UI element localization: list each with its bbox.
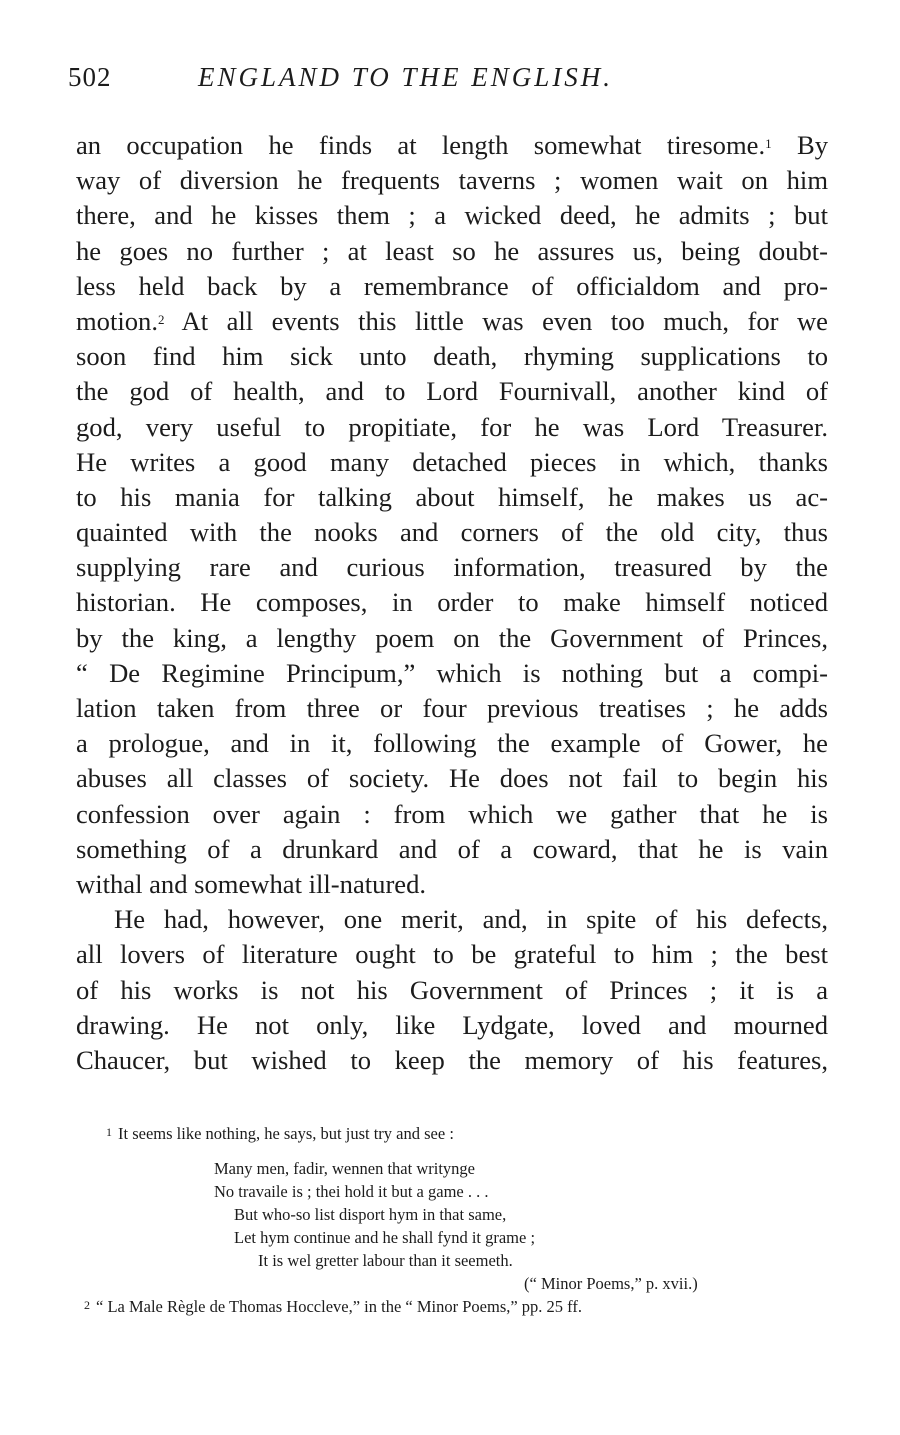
text-line: abuses all classes of society. He does not fail to begin his xyxy=(76,763,828,794)
running-title: ENGLAND TO THE ENGLISH. xyxy=(198,62,614,92)
footnote-2-mark: 2 xyxy=(84,1298,90,1312)
verse-line: But who-so list disport hym in that same, xyxy=(234,1205,507,1224)
text-line: motion.$^2$ At all events this little was even too much, for we xyxy=(76,305,828,336)
footnote-2-text: “ La Male Règle de Thomas Hoccleve,” in the “ Minor Poems,” pp. 25 ff. xyxy=(96,1297,583,1316)
footnote-1-text: It seems like nothing, he says, but just try and see : xyxy=(118,1124,454,1143)
text-line: a prologue, and in it, following the example of Gower, he xyxy=(76,728,828,759)
body-text xyxy=(76,128,828,1078)
text-line: Chaucer, but wished to keep the memory of his features, xyxy=(76,1044,828,1075)
footnote-1 xyxy=(84,1122,844,1145)
text-line: He writes a good many detached pieces in which, thanks xyxy=(76,446,828,477)
text-line: by the king, a lengthy poem on the Government of Princes, xyxy=(76,622,828,653)
text-line: supplying rare and curious information, treasured by the xyxy=(76,552,828,583)
text-line: way of diversion he frequents taverns ; women wait on him xyxy=(76,165,828,196)
text-line: all lovers of literature ought to be grateful to him ; the best xyxy=(76,939,828,970)
verse-citation: (“ Minor Poems,” p. xvii.) xyxy=(524,1274,698,1293)
verse-line: It is wel gretter labour than it seemeth. xyxy=(258,1251,513,1270)
text-line: lation taken from three or four previous treatises ; he adds xyxy=(76,693,828,723)
footnotes xyxy=(84,1122,844,1318)
page-header xyxy=(68,62,828,102)
text-line: to his mania for talking about himself, he makes us ac- xyxy=(76,481,828,512)
text-line: drawing. He not only, like Lydgate, loved and mourned xyxy=(76,1009,828,1040)
footnote-ref-1[interactable]: 1 xyxy=(765,136,772,151)
verse-line: Let hym continue and he shall fynd it grame ; xyxy=(234,1228,536,1247)
footnote-1-mark: 1 xyxy=(106,1125,112,1139)
paragraph-start-line: He had, however, one merit, and, in spite of his defects, xyxy=(114,904,828,935)
text-line: soon find him sick unto death, rhyming supplications to xyxy=(76,341,828,372)
text-line: quainted with the nooks and corners of the old city, thus xyxy=(76,517,828,548)
text-line: less held back by a remembrance of officialdom and pro- xyxy=(76,270,828,301)
verse-line: Many men, fadir, wennen that writynge xyxy=(214,1159,475,1178)
footnote-2 xyxy=(84,1295,844,1318)
footnote-ref-2[interactable]: 2 xyxy=(158,311,165,327)
text-line: an occupation he finds at length somewhat tiresome.$^1$ By xyxy=(76,130,828,160)
text-line: historian. He composes, in order to make himself noticed xyxy=(76,587,828,618)
text-line: confession over again : from which we gather that he is xyxy=(76,798,828,829)
text-line: withal and somewhat ill-natured. xyxy=(76,868,427,899)
text-line: of his works is not his Government of Princes ; it is a xyxy=(76,974,828,1005)
text-line: god, very useful to propitiate, for he was Lord Treasurer. xyxy=(76,411,828,442)
text-line: there, and he kisses them ; a wicked deed, he admits ; but xyxy=(76,200,828,231)
text-line: the god of health, and to Lord Fournivall, another kind of xyxy=(76,376,828,407)
text-line: “ De Regimine Principum,” which is nothing but a compi- xyxy=(76,657,828,688)
verse-line: No travaile is ; thei hold it but a game . . . xyxy=(214,1182,489,1201)
page-number: 502 xyxy=(68,62,112,92)
text-line: he goes no further ; at least so he assures us, being doubt- xyxy=(76,235,828,266)
text-line: something of a drunkard and of a coward, that he is vain xyxy=(76,833,828,864)
verse-quotation xyxy=(84,1157,844,1295)
